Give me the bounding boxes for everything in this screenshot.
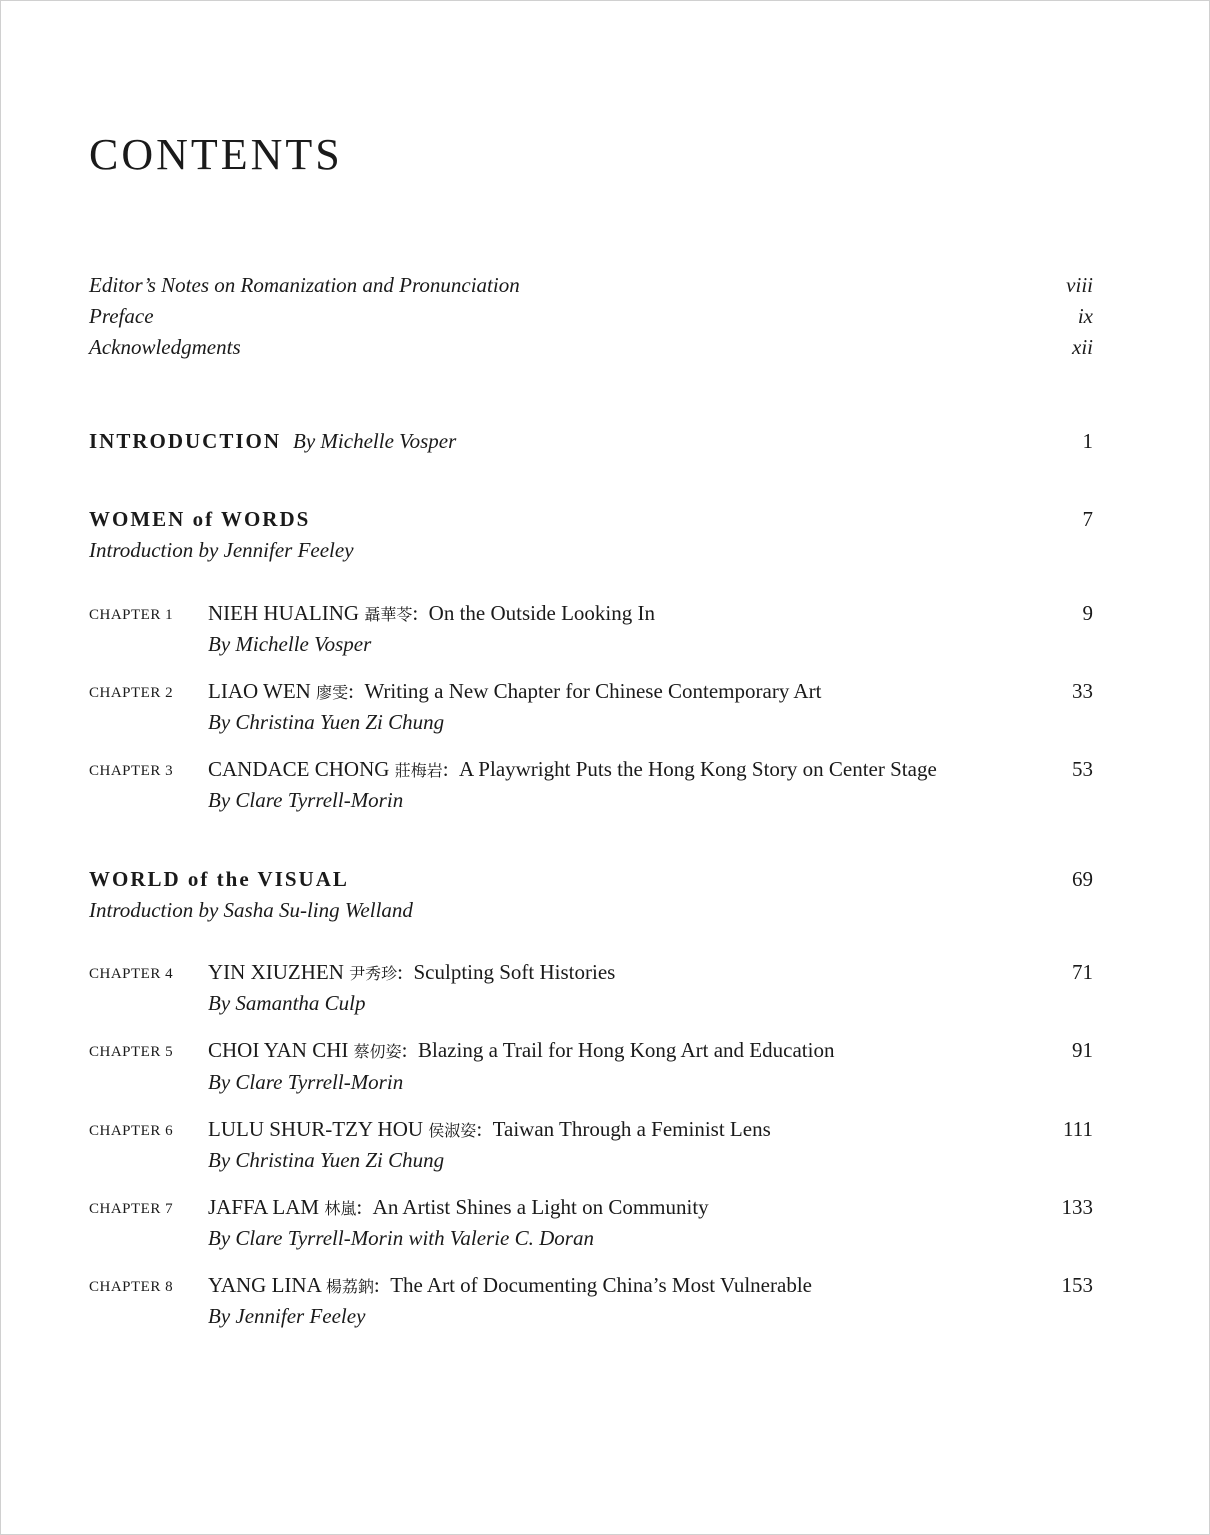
section-intro: Introduction by Sasha Su-ling Welland <box>89 898 413 922</box>
section-page: 7 <box>1082 507 1093 531</box>
chapter-name: NIEH HUALING <box>208 601 360 625</box>
chapter-page: 111 <box>1063 1117 1093 1141</box>
toc-entry-page: ix <box>1077 304 1093 328</box>
chapter-title: CHOI YAN CHI 蔡仞姿: Blazing a Trail for Hong Kong Art and Education <box>208 1038 835 1062</box>
chapter-author: By Samantha Culp <box>208 991 366 1015</box>
chapter-label: CHAPTER 8 <box>89 1279 174 1295</box>
toc-entry-page: 1 <box>1082 429 1093 453</box>
toc-entry-label: Editor’s Notes on Romanization and Pronunciation <box>89 273 520 297</box>
section-title: WORLD of the VISUAL <box>89 867 349 891</box>
chapter-name: CHOI YAN CHI <box>208 1038 349 1062</box>
chapter-label: CHAPTER 5 <box>89 1044 174 1060</box>
chapter-author: By Clare Tyrrell-Morin <box>208 1070 404 1094</box>
chapter-name-cjk: 侯淑姿 <box>428 1121 477 1140</box>
chapter-subtitle: Writing a New Chapter for Chinese Contemporary Art <box>364 679 822 703</box>
chapter-author: By Clare Tyrrell-Morin <box>208 788 404 812</box>
chapter-name-cjk: 林嵐 <box>324 1199 357 1218</box>
toc-entry-chapter-6[interactable] <box>89 1114 1093 1144</box>
chapter-page: 71 <box>1072 960 1093 984</box>
introduction-author: By Michelle Vosper <box>293 429 457 453</box>
chapter-author: By Clare Tyrrell-Morin with Valerie C. Doran <box>208 1226 594 1250</box>
chapter-author: By Michelle Vosper <box>208 632 372 656</box>
chapter-name: LULU SHUR-TZY HOU <box>208 1117 424 1141</box>
chapter-name-cjk: 廖雯 <box>316 683 349 702</box>
chapter-page: 153 <box>1061 1273 1093 1297</box>
chapter-name: YANG LINA <box>208 1273 321 1297</box>
page-title: CONTENTS <box>89 130 343 179</box>
chapter-name-cjk: 尹秀珍 <box>349 964 398 983</box>
toc-entry-label: Preface <box>89 304 154 328</box>
chapter-title: LIAO WEN 廖雯: Writing a New Chapter for Chinese Contemporary Art <box>208 679 822 703</box>
chapter-subtitle: On the Outside Looking In <box>428 601 655 625</box>
chapter-title: JAFFA LAM 林嵐: An Artist Shines a Light on Community <box>208 1195 709 1219</box>
chapter-title: CANDACE CHONG 莊梅岩: A Playwright Puts the Hong Kong Story on Center Stage <box>208 757 937 781</box>
chapter-title: YIN XIUZHEN 尹秀珍: Sculpting Soft Histories <box>208 960 616 984</box>
chapter-label: CHAPTER 7 <box>89 1201 174 1217</box>
chapter-title: YANG LINA 楊荔鈉: The Art of Documenting China’s Most Vulnerable <box>208 1273 812 1297</box>
toc-entry-chapter-8[interactable] <box>89 1270 1093 1300</box>
introduction-label: INTRODUCTION <box>89 429 282 453</box>
chapter-label: CHAPTER 4 <box>89 966 174 982</box>
toc-entry-label: Acknowledgments <box>89 335 241 359</box>
section-heading-women-of-words[interactable] <box>89 504 1093 534</box>
chapter-name-cjk: 聶華苓 <box>364 605 413 624</box>
chapter-subtitle: Taiwan Through a Feminist Lens <box>492 1117 771 1141</box>
chapter-subtitle: Sculpting Soft Histories <box>413 960 616 984</box>
chapter-name: YIN XIUZHEN <box>208 960 344 984</box>
chapter-title: NIEH HUALING 聶華苓: On the Outside Looking In <box>208 601 655 625</box>
chapter-page: 33 <box>1072 679 1093 703</box>
chapter-label: CHAPTER 2 <box>89 685 174 701</box>
introduction-heading <box>89 426 456 456</box>
toc-entry-chapter-1[interactable] <box>89 598 1093 628</box>
section-page: 69 <box>1072 867 1093 891</box>
chapter-name-cjk: 蔡仞姿 <box>353 1042 402 1061</box>
chapter-page: 133 <box>1061 1195 1093 1219</box>
chapter-label: CHAPTER 6 <box>89 1123 174 1139</box>
toc-entry-page: viii <box>1066 273 1093 297</box>
chapter-page: 9 <box>1082 601 1093 625</box>
toc-entry-chapter-4[interactable] <box>89 957 1093 987</box>
chapter-subtitle: A Playwright Puts the Hong Kong Story on Center Stage <box>459 757 937 781</box>
chapter-title: LULU SHUR-TZY HOU 侯淑姿: Taiwan Through a Feminist Lens <box>208 1117 771 1141</box>
toc-entry-acknowledgments[interactable] <box>89 332 1093 362</box>
chapter-subtitle: An Artist Shines a Light on Community <box>372 1195 709 1219</box>
chapter-name-cjk: 楊荔鈉 <box>325 1277 374 1296</box>
chapter-name: JAFFA LAM <box>208 1195 320 1219</box>
chapter-author: By Christina Yuen Zi Chung <box>208 1148 445 1172</box>
toc-entry-preface[interactable] <box>89 301 1093 331</box>
toc-entry-editors-notes[interactable] <box>89 270 1093 300</box>
section-heading-world-of-the-visual[interactable] <box>89 864 1093 894</box>
toc-entry-chapter-2[interactable] <box>89 676 1093 706</box>
chapter-subtitle: Blazing a Trail for Hong Kong Art and Education <box>418 1038 835 1062</box>
chapter-page: 91 <box>1072 1038 1093 1062</box>
chapter-page: 53 <box>1072 757 1093 781</box>
toc-entry-chapter-7[interactable] <box>89 1192 1093 1222</box>
toc-entry-chapter-3[interactable] <box>89 754 1093 784</box>
chapter-name: CANDACE CHONG <box>208 757 390 781</box>
chapter-author: By Jennifer Feeley <box>208 1304 366 1328</box>
section-intro: Introduction by Jennifer Feeley <box>89 538 354 562</box>
toc-entry-page: xii <box>1072 335 1093 359</box>
chapter-subtitle: The Art of Documenting China’s Most Vulnerable <box>390 1273 812 1297</box>
chapter-name: LIAO WEN <box>208 679 311 703</box>
chapter-label: CHAPTER 1 <box>89 607 174 623</box>
toc-entry-introduction[interactable] <box>89 426 1093 456</box>
chapter-author: By Christina Yuen Zi Chung <box>208 710 445 734</box>
chapter-name-cjk: 莊梅岩 <box>394 761 443 780</box>
section-title: WOMEN of WORDS <box>89 507 311 531</box>
chapter-label: CHAPTER 3 <box>89 763 174 779</box>
toc-entry-chapter-5[interactable] <box>89 1035 1093 1065</box>
